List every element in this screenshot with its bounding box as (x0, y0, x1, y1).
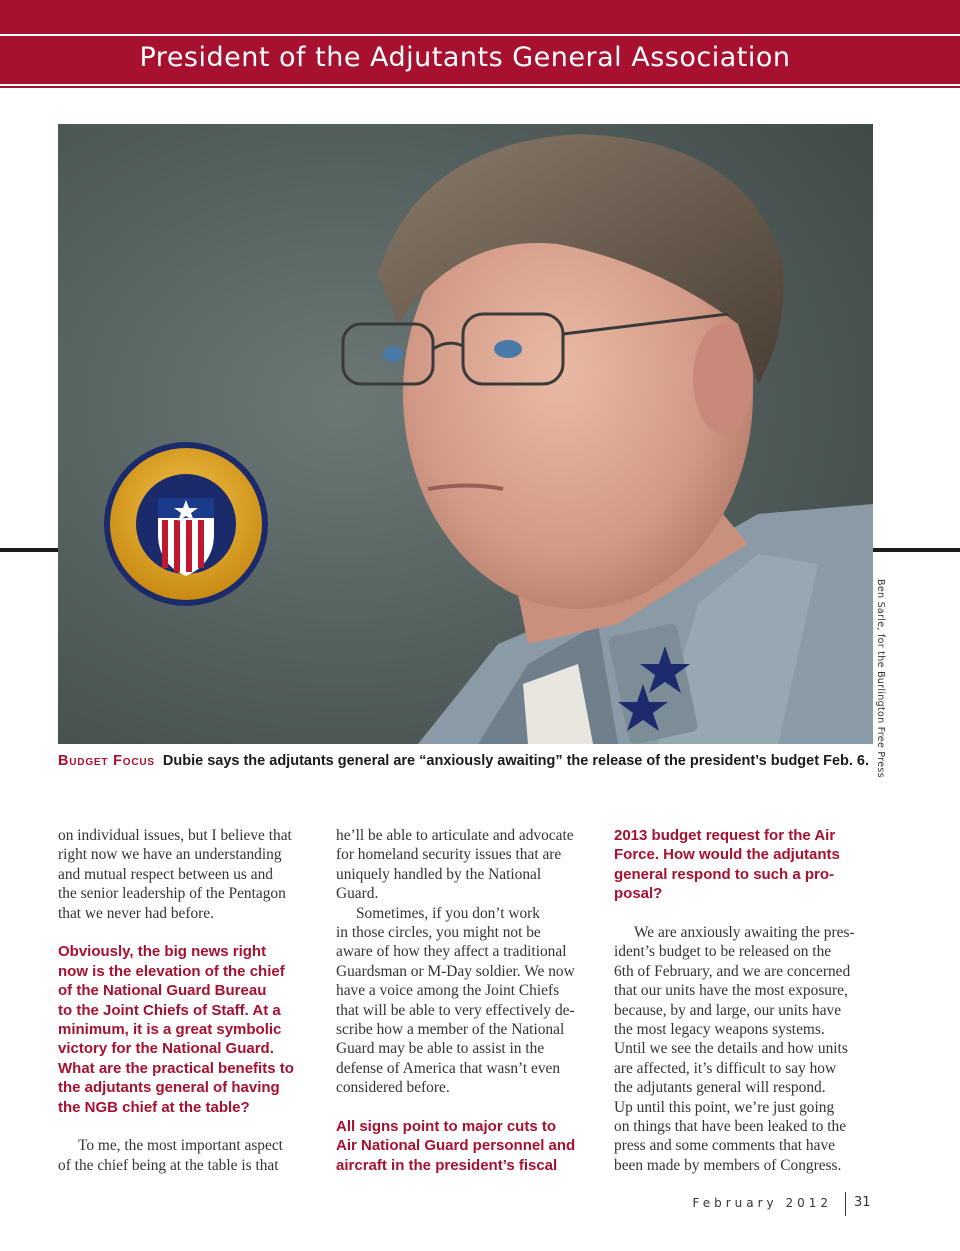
footer-divider (845, 1192, 846, 1216)
text-line: that will be able to very effectively de- (336, 1001, 575, 1019)
caption-text: Dubie says the adjutants general are “anxiously awaiting” the release of the president’s budget Feb. 6. (162, 753, 870, 769)
text-line: the senior leadership of the Pentagon (58, 885, 286, 903)
text-line: in those circles, you might not be (336, 924, 541, 942)
text-line: defense of America that wasn’t even (336, 1059, 561, 1077)
text-line: Obviously, the big news right (58, 943, 267, 961)
text-line: Guard may be able to assist in the (336, 1040, 545, 1058)
text-line: he’ll be able to articulate and advocate (336, 827, 574, 844)
text-line: aware of how they affect a traditional (336, 943, 567, 961)
text-line: on individual issues, but I believe that (58, 827, 292, 844)
photo-credit: Ben Sarle, for the Burlington Free Press (875, 579, 886, 778)
text-line: Sometimes, if you don’t work (356, 904, 540, 922)
header-rule-bottom (0, 84, 960, 86)
text-line: that our units have the most exposure, (614, 982, 848, 1000)
paragraph (336, 904, 598, 1098)
side-rule-left (0, 548, 58, 552)
paragraph (336, 826, 598, 904)
text-line: 6th of February, and we are concerned (614, 962, 851, 980)
text-line: press and some comments that have (614, 1137, 835, 1155)
text-line: To me, the most important aspect (78, 1137, 283, 1155)
text-line: for homeland security issues that are (336, 846, 562, 864)
text-line: of the chief being at the table is that (58, 1156, 279, 1174)
text-line: and mutual respect between us and (58, 865, 273, 883)
text-line: to the Joint Chiefs of Staff. At a (58, 1001, 281, 1019)
page-footer (680, 1192, 880, 1216)
text-line: considered before. (336, 1079, 450, 1097)
text-line: 2013 budget request for the Air (614, 827, 836, 844)
text-line: victory for the National Guard. (58, 1040, 274, 1058)
text-line: general respond to such a pro- (614, 865, 835, 883)
issue-date: February 2012 (692, 1196, 832, 1210)
text-line: uniquely handled by the National (336, 865, 542, 883)
text-line: Force. How would the adjutants (614, 846, 840, 864)
text-line: aircraft in the president’s fiscal (336, 1156, 558, 1174)
text-line: right now we have an understanding (58, 846, 282, 864)
page-title: President of the Adjutants General Association (139, 42, 791, 73)
portrait-photo (58, 124, 873, 744)
paragraph (614, 923, 876, 1175)
text-line: been made by members of Congress. (614, 1156, 842, 1174)
photo-caption (58, 753, 888, 769)
text-line: the NGB chief at the table? (58, 1098, 250, 1116)
text-line: We are anxiously awaiting the pres- (634, 924, 855, 942)
caption-kicker: Budget Focus (58, 753, 155, 769)
text-line: scribe how a member of the National (336, 1021, 565, 1039)
text-line: minimum, it is a great symbolic (58, 1021, 282, 1039)
text-line: Air National Guard personnel and (336, 1137, 576, 1155)
text-line: of the National Guard Bureau (58, 982, 267, 1000)
text-line: the adjutants general will respond. (614, 1079, 826, 1097)
text-line: have a voice among the Joint Chiefs (336, 982, 560, 1000)
paragraph (58, 826, 320, 923)
text-line: What are the practical benefits to (58, 1059, 294, 1077)
interview-question (58, 942, 320, 1117)
text-line: All signs point to major cuts to (336, 1118, 557, 1136)
text-column-2 (336, 826, 598, 1175)
text-line: Guardsman or M-Day soldier. We now (336, 962, 575, 980)
text-line: on things that have been leaked to the (614, 1118, 847, 1136)
text-line: Guard. (336, 885, 379, 903)
text-line: the adjutants general of having (58, 1079, 280, 1097)
text-line: that we never had before. (58, 904, 214, 922)
text-line: because, by and large, our units have (614, 1001, 842, 1019)
text-column-1 (58, 826, 320, 1175)
paragraph (58, 1136, 320, 1175)
text-line: Until we see the details and how units (614, 1040, 848, 1058)
interview-question (614, 826, 876, 904)
page-number: 31 (854, 1195, 871, 1210)
text-line: Up until this point, we’re just going (614, 1098, 835, 1116)
text-line: ident’s budget to be released on the (614, 943, 832, 961)
side-rule-right (873, 548, 960, 552)
text-line: posal? (614, 885, 663, 903)
association-seal (104, 442, 268, 606)
text-line: now is the elevation of the chief (58, 962, 285, 980)
text-line: the most legacy weapons systems. (614, 1021, 825, 1039)
header-rule-top (0, 34, 960, 36)
interview-question (336, 1117, 598, 1175)
text-line: are affected, it’s difficult to say how (614, 1059, 837, 1077)
text-column-3 (614, 826, 876, 1175)
